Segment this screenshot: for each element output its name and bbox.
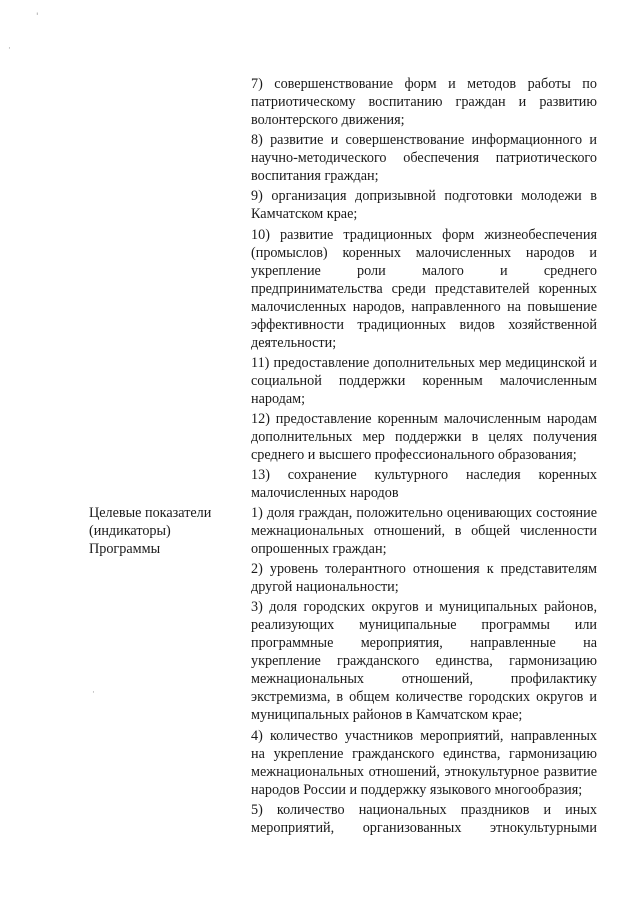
objective-item-10: 10) развитие традиционных форм жизнеобеспечения (промыслов) коренных малочисленных народов и укрепление роли малого и среднего предпринимательства среди представителей коренных малочисленных народов, направленного на повышение эффективности традиционных видов хозяйственной деятельности; [251, 226, 597, 351]
objective-item-11: 11) предоставление дополнительных мер медицинской и социальной поддержки коренным малочисленным народам; [251, 354, 597, 407]
objective-item-13: 13) сохранение культурного наследия коренных малочисленных народов [251, 467, 597, 502]
indicator-item-4: 4) количество участников мероприятий, направленных на укрепление гражданского единства, гармонизацию межнациональных отношений, этнокультурное развитие народов России и поддержку языкового многообразия; [251, 727, 597, 798]
scan-speck: · [92, 688, 95, 698]
indicators-column [251, 504, 597, 839]
objective-item-7: 7) совершенствование форм и методов работы по патриотическому воспитанию граждан и развитию волонтерского движения; [251, 76, 597, 128]
objective-item-12: 12) предоставление коренным малочисленным народам дополнительных мер поддержки в целях получения среднего и высшего профессионального образования; [251, 410, 597, 463]
objectives-column [251, 75, 597, 504]
indicators-label: Целевые показатели (индикаторы) Программы [89, 505, 212, 557]
objective-item-9: 9) организация допризывной подготовки молодежи в Камчатском крае; [251, 188, 597, 223]
indicator-item-2: 2) уровень толерантного отношения к представителям другой национальности; [251, 561, 597, 596]
objective-item-8: 8) развитие и совершенствование информационного и научно-методического обеспечения патриотического воспитания граждан; [251, 132, 597, 185]
scan-speck: · [8, 44, 11, 54]
indicator-item-5: 5) количество национальных праздников и иных мероприятий, организованных этнокультурными [251, 801, 597, 836]
indicator-item-3: 3) доля городских округов и муниципальных районов, реализующих муниципальные программы или программные мероприятия, направленные на укрепление гражданского единства, гармонизацию межнациональных отношений, профилактику экстремизма, в общем количестве городских округов и муниципальных районов в Камчатском крае; [251, 599, 597, 724]
scan-speck: ' [36, 12, 39, 22]
indicators-label-cell [89, 504, 229, 558]
indicator-item-1: 1) доля граждан, положительно оценивающих состояние межнациональных отношений, в общей численности опрошенных граждан; [251, 505, 597, 557]
